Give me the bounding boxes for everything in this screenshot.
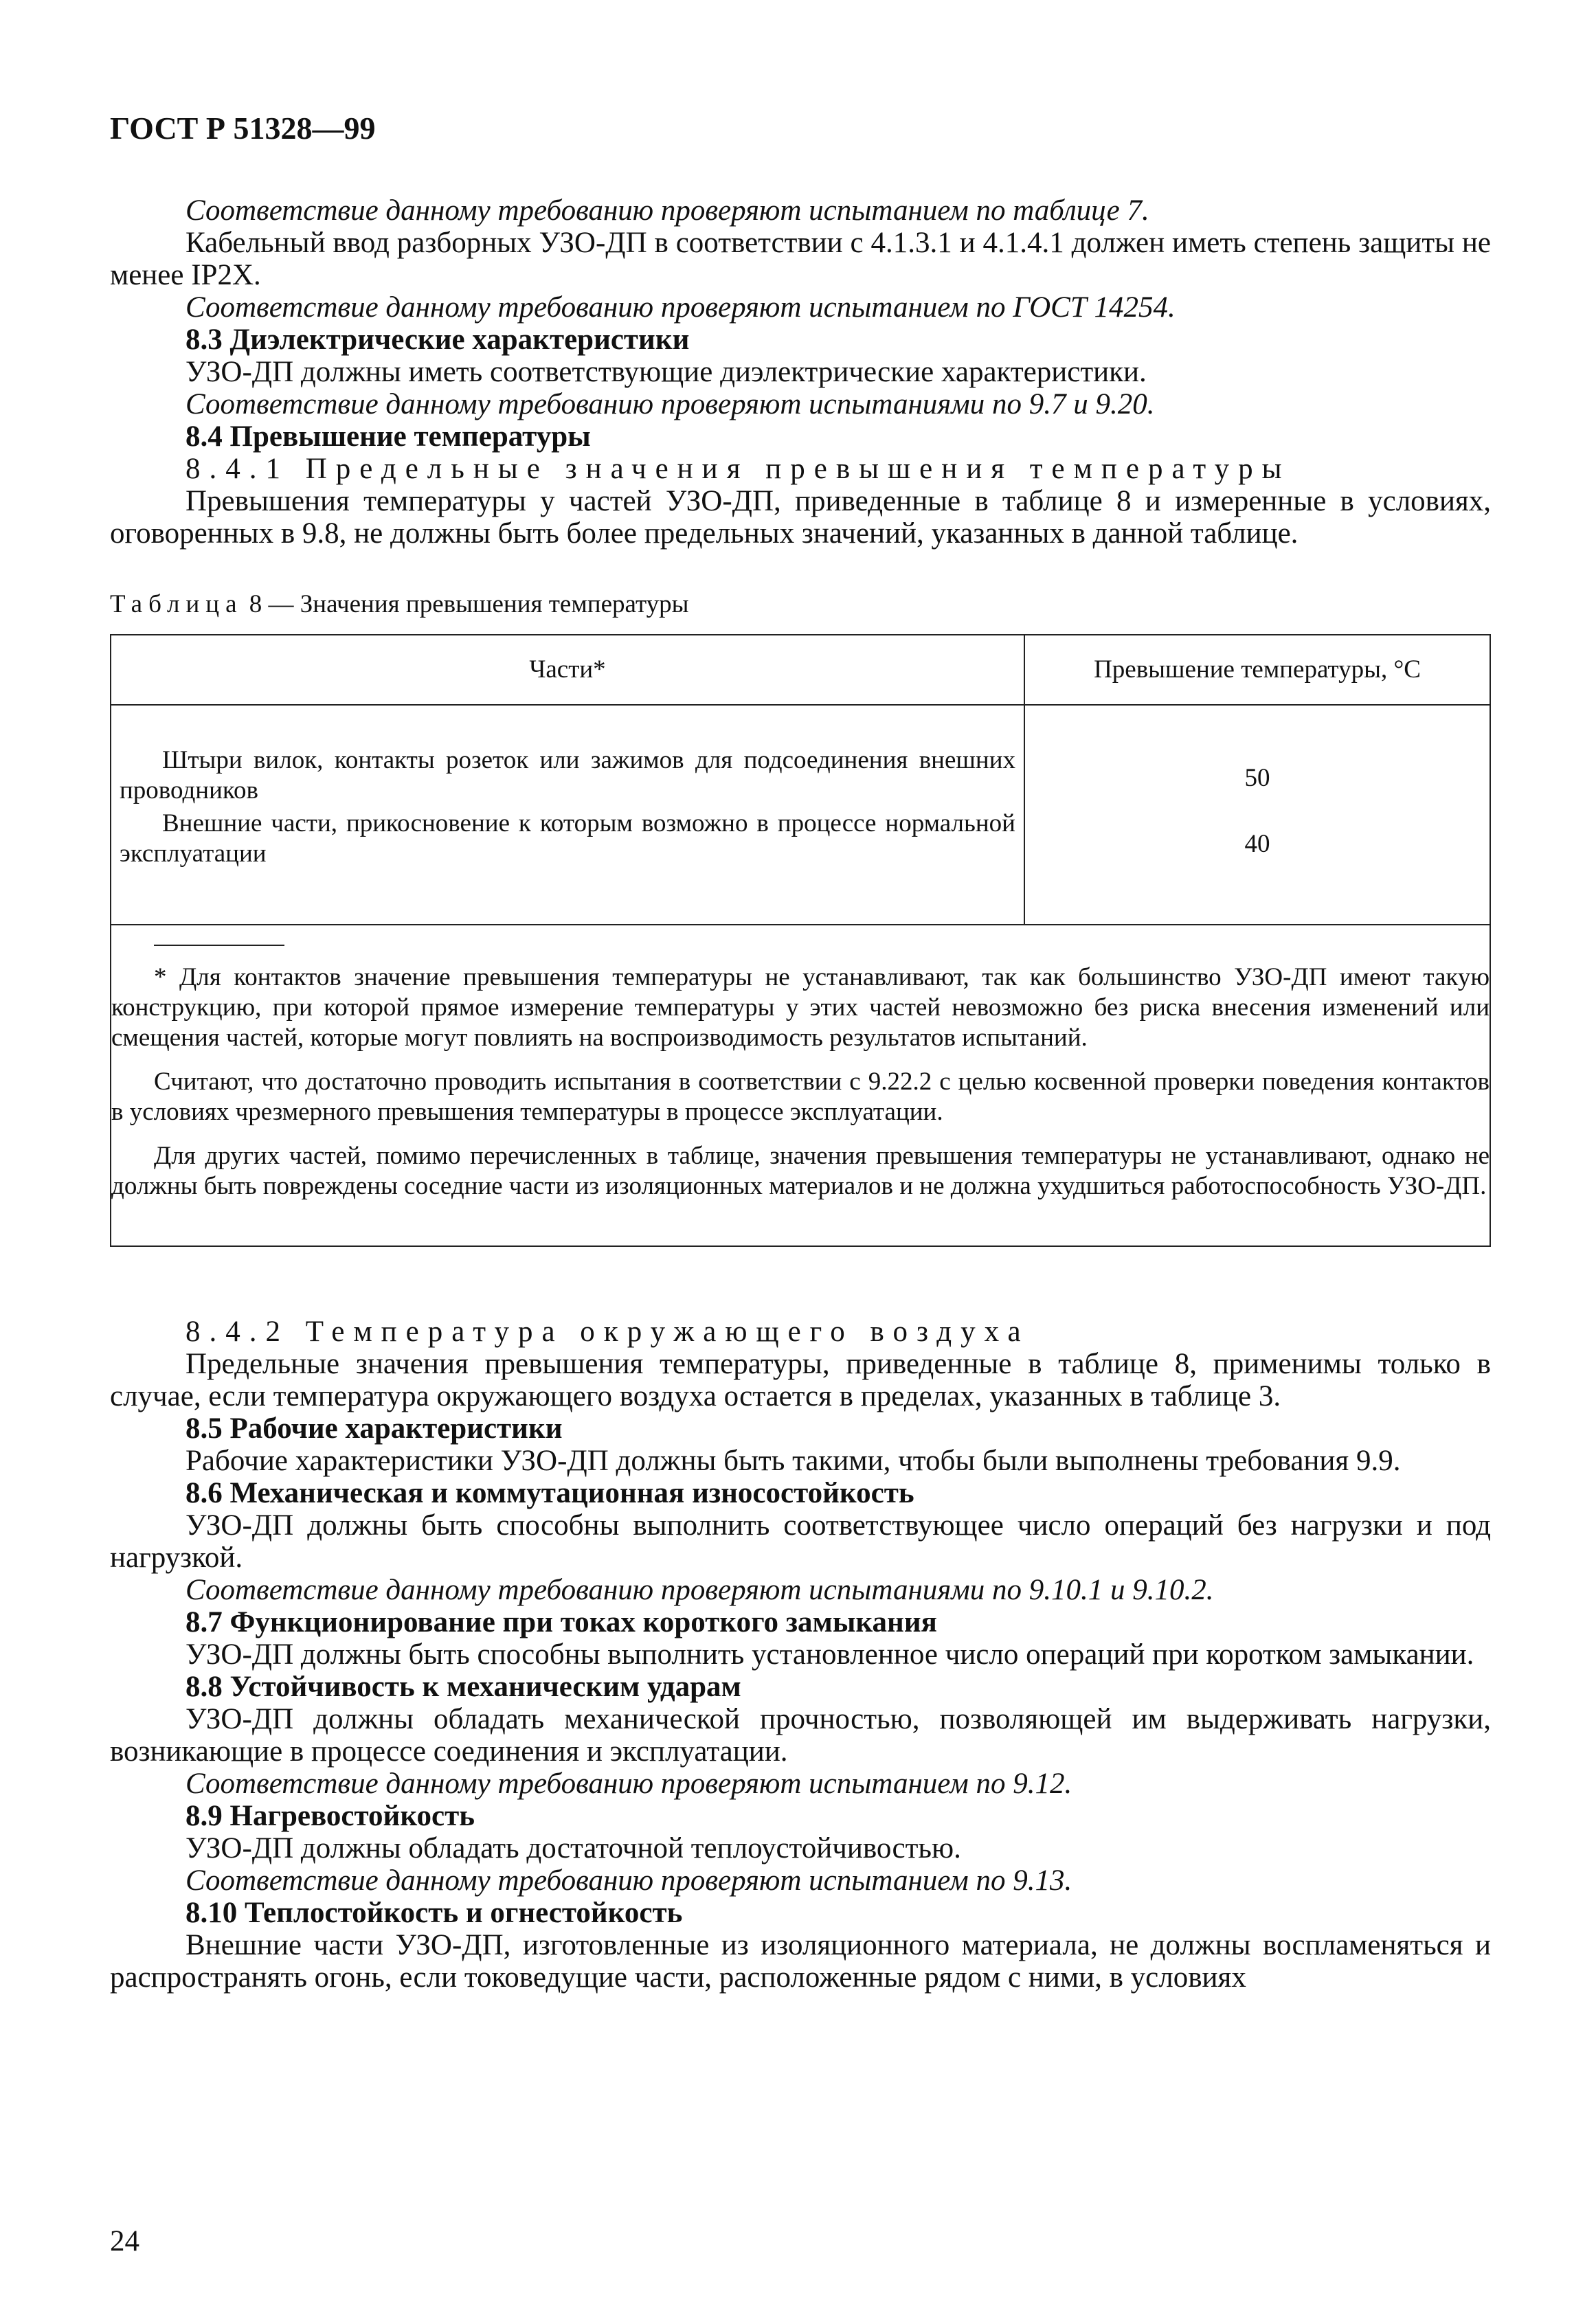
table-row-value: 40: [1244, 830, 1270, 858]
table-notes-cell: [111, 925, 1490, 1246]
table-row-value: 50: [1244, 764, 1270, 792]
section-heading-8-6: 8.6 Механическая и коммутационная износостойкость: [186, 1477, 914, 1509]
compliance-note: Соответствие данному требованию проверяют испытанием по 9.12.: [186, 1768, 1072, 1800]
body-paragraph: Рабочие характеристики УЗО-ДП должны быть такими, чтобы были выполнены требования 9.9.: [186, 1445, 1401, 1477]
column-header-parts: Части*: [111, 635, 1024, 705]
values-cell: [1024, 705, 1490, 925]
section-heading-8-7: 8.7 Функционирование при токах короткого замыкания: [186, 1606, 937, 1638]
body-paragraph: УЗО-ДП должны обладать достаточной теплоустойчивостью.: [186, 1832, 961, 1864]
table-note: Считают, что достаточно проводить испытания в соответствии с 9.22.2 с целью косвенной проверки поведения контактов в условиях чрезмерного превышения температуры в процессе эксплуатации.: [111, 1068, 1490, 1126]
subsection-heading-8-4-1: 8.4.1 Предельные значения превышения температуры: [186, 453, 1291, 485]
subsection-heading-8-4-2: 8.4.2 Температура окружающего воздуха: [186, 1316, 1030, 1348]
body-paragraph: Предельные значения превышения температуры, приведенные в таблице 8, применимы только в случае, если температура окружающего воздуха остается в пределах, указанных в таблице 3.: [110, 1348, 1491, 1412]
section-heading-8-10: 8.10 Теплостойкость и огнестойкость: [186, 1897, 683, 1929]
parts-cell: [111, 705, 1024, 925]
section-heading-8-5: 8.5 Рабочие характеристики: [186, 1412, 563, 1445]
footnote-rule: [154, 945, 284, 946]
table-note: Для других частей, помимо перечисленных в таблице, значения превышения температуры не устанавливают, однако не должны быть повреждены соседние части из изоляционных материалов и не должна ухудшиться работоспособность УЗО-ДП.: [111, 1142, 1490, 1200]
body-paragraph: УЗО-ДП должны быть способны выполнить установленное число операций при коротком замыкании.: [186, 1638, 1474, 1671]
compliance-note: Соответствие данному требованию проверяют испытаниями по 9.10.1 и 9.10.2.: [186, 1574, 1214, 1606]
table-caption-title: 8 — Значения превышения температуры: [249, 590, 689, 618]
body-paragraph: УЗО-ДП должны быть способны выполнить соответствующее число операций без нагрузки и под нагрузкой.: [110, 1509, 1491, 1574]
body-paragraph: УЗО-ДП должны обладать механической прочностью, позволяющей им выдерживать нагрузки, возникающие в процессе соединения и эксплуатации.: [110, 1703, 1491, 1768]
document-header: ГОСТ Р 51328—99: [110, 111, 376, 146]
compliance-note: Соответствие данному требованию проверяют испытаниями по 9.7 и 9.20.: [186, 388, 1155, 420]
table-body-row: [111, 705, 1490, 925]
document-page: [110, 110, 1491, 1994]
body-paragraph: Внешние части УЗО-ДП, изготовленные из изоляционного материала, не должны воспламеняться и распространять огонь, если токоведущие части, расположенные рядом с ними, в условиях: [110, 1929, 1491, 1994]
section-heading-8-4: 8.4 Превышение температуры: [186, 420, 591, 453]
column-header-temperature: Превышение температуры, °С: [1024, 635, 1490, 705]
section-heading-8-9: 8.9 Нагревостойкость: [186, 1800, 475, 1832]
compliance-note: Соответствие данному требованию проверяют испытанием по таблице 7.: [186, 194, 1149, 227]
body-paragraph: УЗО-ДП должны иметь соответствующие диэлектрические характеристики.: [186, 356, 1147, 388]
page-number: 24: [110, 2225, 139, 2257]
table-caption-label: Таблица: [110, 590, 243, 618]
body-paragraph: Превышения температуры у частей УЗО-ДП, приведенные в таблице 8 и измеренные в условиях, оговоренных в 9.8, не должны быть более предельных значений, указанных в данной таблице.: [110, 485, 1491, 550]
temperature-rise-table: [110, 634, 1491, 1247]
table-row-part: Внешние части, прикосновение к которым возможно в процессе нормальной эксплуатации: [120, 809, 1015, 868]
section-heading-8-3: 8.3 Диэлектрические характеристики: [186, 324, 690, 356]
spacer: [110, 1247, 1491, 1316]
body-paragraph: Кабельный ввод разборных УЗО-ДП в соответствии с 4.1.3.1 и 4.1.4.1 должен иметь степень защиты не менее IP2X.: [110, 227, 1491, 291]
table-footnote: * Для контактов значение превышения температуры не устанавливают, так как большинство УЗО-ДП имеют такую конструкцию, при которой прямое измерение температуры у этих частей невозможно без риска внесения изменений или смещения частей, которые могут повлиять на воспроизводимость результатов испытаний.: [111, 963, 1490, 1052]
compliance-note: Соответствие данному требованию проверяют испытанием по 9.13.: [186, 1864, 1072, 1897]
section-heading-8-8: 8.8 Устойчивость к механическим ударам: [186, 1671, 741, 1703]
compliance-note: Соответствие данному требованию проверяют испытанием по ГОСТ 14254.: [186, 291, 1176, 324]
table-notes-row: [111, 925, 1490, 1246]
table-header-row: [111, 635, 1490, 705]
table-row-part: Штыри вилок, контакты розеток или зажимов для подсоединения внешних проводников: [120, 746, 1015, 804]
table-caption: [110, 589, 1491, 619]
